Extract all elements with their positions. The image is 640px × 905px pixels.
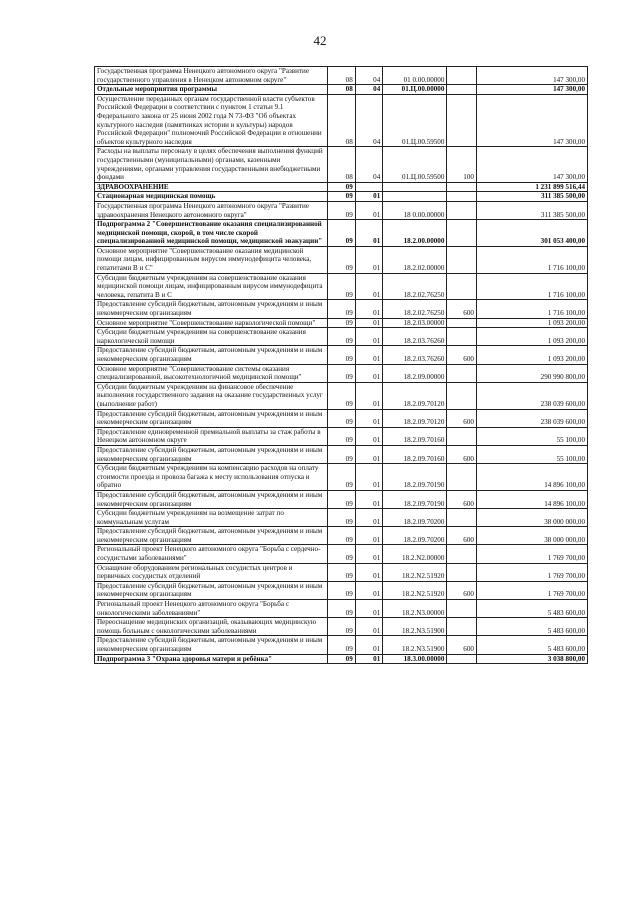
row-name-cell: Государственная программа Ненецкого автономного округа "Развитие государственного управления в Ненецком автономном округе" (95, 67, 328, 85)
row-name-cell: Региональный проект Ненецкого автономного округа "Борьба с сердечно-сосудистыми заболеваниями" (95, 545, 328, 563)
table-row (95, 527, 588, 545)
expense-type-cell: 600 (447, 300, 477, 318)
row-name-cell: Расходы на выплаты персоналу в целях обеспечения выполнения функций государственными (муниципальными) органами, казенными учреждениями, органами управления государственными внебюджетными фондами (95, 147, 328, 182)
section-code-cell: 09 (328, 427, 356, 445)
expense-type-cell: 600 (447, 581, 477, 599)
target-article-cell: 18.2.09.70160 (383, 427, 447, 445)
amount-cell: 5 483 600,00 (476, 618, 587, 636)
amount-cell: 147 300,00 (476, 85, 587, 95)
section-code-cell: 09 (328, 328, 356, 346)
expense-type-cell (447, 618, 477, 636)
table-row (95, 182, 588, 192)
target-article-cell: 18.2.09.70200 (383, 527, 447, 545)
table-row (95, 364, 588, 382)
subsection-code-cell: 04 (355, 67, 383, 85)
row-name-cell: Предоставление субсидий бюджетным, автономным учреждениям и иным некоммерческим организациям (95, 527, 328, 545)
row-name-cell: Основное мероприятие "Совершенствование оказания медицинской помощи лицам, инфицированным вирусом иммунодефицита человека, гепатитами В и С" (95, 246, 328, 273)
row-name-cell: Государственная программа Ненецкого автономного округа "Развитие здравоохранения Ненецкого автономного округа" (95, 201, 328, 219)
expense-type-cell: 600 (447, 527, 477, 545)
section-code-cell: 09 (328, 318, 356, 328)
expense-type-cell (447, 273, 477, 300)
target-article-cell (383, 192, 447, 202)
table-row (95, 654, 588, 664)
expense-type-cell (447, 509, 477, 527)
expense-type-cell (447, 328, 477, 346)
expense-type-cell (447, 192, 477, 202)
row-name-cell: Осуществление переданных органам государственной власти субъектов Российской Федерации в соответствии с пунктом 1 статьи 9.1 Федерального закона от 25 июня 2002 года N 73-ФЗ "Об объектах культурного наследия (памятниках истории и культуры) народов Российской Федерации" полномочий Российской Федерации в отношении объектов культурного наследия (95, 94, 328, 147)
section-code-cell: 09 (328, 600, 356, 618)
amount-cell: 1 769 700,00 (476, 545, 587, 563)
row-name-cell: Предоставление субсидий бюджетным, автономным учреждениям и иным некоммерческим организациям (95, 409, 328, 427)
table-row (95, 581, 588, 599)
section-code-cell: 09 (328, 364, 356, 382)
table-row (95, 246, 588, 273)
amount-cell: 38 000 000,00 (476, 527, 587, 545)
section-code-cell: 09 (328, 192, 356, 202)
target-article-cell: 18.2.N2.51920 (383, 581, 447, 599)
expense-type-cell: 100 (447, 147, 477, 182)
table-row (95, 147, 588, 182)
table-row (95, 409, 588, 427)
subsection-code-cell: 01 (355, 328, 383, 346)
subsection-code-cell: 01 (355, 273, 383, 300)
budget-table (94, 66, 588, 664)
row-name-cell: Субсидии бюджетным учреждениям на возмещение затрат по коммунальным услугам (95, 509, 328, 527)
table-row (95, 464, 588, 491)
amount-cell: 1 769 700,00 (476, 581, 587, 599)
target-article-cell: 18.3.00.00000 (383, 654, 447, 664)
section-code-cell: 09 (328, 527, 356, 545)
expense-type-cell (447, 201, 477, 219)
subsection-code-cell: 01 (355, 409, 383, 427)
table-row (95, 563, 588, 581)
row-name-cell: Основное мероприятие "Совершенствование системы оказания специализированной, высокотехнологичной медицинской помощи" (95, 364, 328, 382)
amount-cell: 238 039 600,00 (476, 409, 587, 427)
subsection-code-cell: 01 (355, 545, 383, 563)
target-article-cell: 18.2.N3.51900 (383, 636, 447, 654)
amount-cell: 1 093 200,00 (476, 328, 587, 346)
amount-cell: 290 990 800,00 (476, 364, 587, 382)
section-code-cell: 09 (328, 300, 356, 318)
subsection-code-cell: 01 (355, 636, 383, 654)
table-row (95, 94, 588, 147)
row-name-cell: Предоставление субсидий бюджетным, автономным учреждениям и иным некоммерческим организациям (95, 300, 328, 318)
row-name-cell: Подпрограмма 3 "Охрана здоровья матери и ребёнка" (95, 654, 328, 664)
target-article-cell: 18.2.09.70190 (383, 490, 447, 508)
amount-cell: 238 039 600,00 (476, 382, 587, 409)
expense-type-cell: 600 (447, 346, 477, 364)
section-code-cell: 09 (328, 273, 356, 300)
amount-cell: 301 053 400,00 (476, 220, 587, 247)
section-code-cell: 09 (328, 246, 356, 273)
subsection-code-cell: 01 (355, 464, 383, 491)
row-name-cell: Предоставление субсидий бюджетным, автономным учреждениям и иным некоммерческим организациям (95, 445, 328, 463)
table-row (95, 201, 588, 219)
target-article-cell: 18.2.N3.51900 (383, 618, 447, 636)
amount-cell: 5 483 600,00 (476, 600, 587, 618)
expense-type-cell (447, 220, 477, 247)
amount-cell: 1 093 200,00 (476, 346, 587, 364)
target-article-cell: 18.2.09.70190 (383, 464, 447, 491)
table-row (95, 85, 588, 95)
target-article-cell: 01.Ц.00.00000 (383, 85, 447, 95)
row-name-cell: Субсидии бюджетным учреждениям на совершенствование оказания наркологической помощи (95, 328, 328, 346)
table-row (95, 509, 588, 527)
row-name-cell: Стационарная медицинская помощь (95, 192, 328, 202)
subsection-code-cell: 01 (355, 445, 383, 463)
target-article-cell: 01.Ц.00.59500 (383, 147, 447, 182)
target-article-cell: 01.Ц.00.59500 (383, 94, 447, 147)
table-row (95, 328, 588, 346)
target-article-cell: 18.2.N3.00000 (383, 600, 447, 618)
amount-cell: 1 716 100,00 (476, 273, 587, 300)
table-row (95, 192, 588, 202)
amount-cell: 1 716 100,00 (476, 300, 587, 318)
expense-type-cell (447, 182, 477, 192)
table-row (95, 67, 588, 85)
expense-type-cell (447, 600, 477, 618)
row-name-cell: Предоставление единовременной премиальной выплаты за стаж работы в Ненецком автономном округе (95, 427, 328, 445)
target-article-cell: 18.2.02.76250 (383, 273, 447, 300)
table-row (95, 490, 588, 508)
amount-cell: 1 716 100,00 (476, 246, 587, 273)
section-code-cell: 09 (328, 382, 356, 409)
subsection-code-cell: 01 (355, 318, 383, 328)
expense-type-cell: 600 (447, 409, 477, 427)
target-article-cell: 01 0.00.00000 (383, 67, 447, 85)
table-row (95, 545, 588, 563)
section-code-cell: 09 (328, 220, 356, 247)
target-article-cell: 18.2.03.76260 (383, 346, 447, 364)
expense-type-cell: 600 (447, 636, 477, 654)
expense-type-cell (447, 85, 477, 95)
subsection-code-cell: 01 (355, 192, 383, 202)
table-row (95, 618, 588, 636)
table-row (95, 346, 588, 364)
subsection-code-cell: 01 (355, 364, 383, 382)
expense-type-cell (447, 318, 477, 328)
expense-type-cell (447, 94, 477, 147)
amount-cell: 3 038 800,00 (476, 654, 587, 664)
page-number: 42 (313, 33, 327, 48)
subsection-code-cell: 01 (355, 654, 383, 664)
section-code-cell: 09 (328, 581, 356, 599)
budget-table-body (95, 67, 588, 664)
subsection-code-cell: 04 (355, 94, 383, 147)
target-article-cell: 18.2.09.70120 (383, 382, 447, 409)
row-name-cell: Подпрограмма 2 "Совершенствование оказания специализированной медицинской помощи, скорой, в том числе скорой специализированной медицинской помощи, медицинской эвакуации" (95, 220, 328, 247)
expense-type-cell: 600 (447, 490, 477, 508)
section-code-cell: 09 (328, 346, 356, 364)
section-code-cell: 09 (328, 563, 356, 581)
target-article-cell: 18.2.00.00000 (383, 220, 447, 247)
section-code-cell: 09 (328, 409, 356, 427)
table-row (95, 300, 588, 318)
subsection-code-cell: 01 (355, 581, 383, 599)
amount-cell: 1 769 700,00 (476, 563, 587, 581)
target-article-cell: 18.2.02.00000 (383, 246, 447, 273)
row-name-cell: Предоставление субсидий бюджетным, автономным учреждениям и иным некоммерческим организациям (95, 581, 328, 599)
expense-type-cell (447, 67, 477, 85)
table-row (95, 382, 588, 409)
subsection-code-cell: 01 (355, 618, 383, 636)
row-name-cell: Переоснащение медицинских организаций, оказывающих медицинскую помощь больным с онкологическими заболеваниями (95, 618, 328, 636)
target-article-cell (383, 182, 447, 192)
target-article-cell: 18.2.N2.51920 (383, 563, 447, 581)
target-article-cell: 18.2.03.76260 (383, 328, 447, 346)
row-name-cell: Субсидии бюджетным учреждениям на компенсацию расходов на оплату стоимости проезда и провоза багажа к месту использования отпуска и обратно (95, 464, 328, 491)
subsection-code-cell: 01 (355, 427, 383, 445)
section-code-cell: 09 (328, 445, 356, 463)
subsection-code-cell (355, 182, 383, 192)
amount-cell: 1 231 899 516,44 (476, 182, 587, 192)
target-article-cell: 18.2.09.70120 (383, 409, 447, 427)
expense-type-cell (447, 464, 477, 491)
subsection-code-cell: 04 (355, 147, 383, 182)
amount-cell: 5 483 600,00 (476, 636, 587, 654)
amount-cell: 147 300,00 (476, 94, 587, 147)
subsection-code-cell: 01 (355, 346, 383, 364)
table-row (95, 427, 588, 445)
section-code-cell: 09 (328, 464, 356, 491)
subsection-code-cell: 01 (355, 600, 383, 618)
expense-type-cell (447, 427, 477, 445)
row-name-cell: Предоставление субсидий бюджетным, автономным учреждениям и иным некоммерческим организациям (95, 490, 328, 508)
amount-cell: 147 300,00 (476, 67, 587, 85)
subsection-code-cell: 01 (355, 246, 383, 273)
table-row (95, 273, 588, 300)
row-name-cell: Субсидии бюджетным учреждениям на финансовое обеспечение выполнения государственного задания на оказание государственных услуг (выполнение работ) (95, 382, 328, 409)
amount-cell: 311 385 500,00 (476, 192, 587, 202)
expense-type-cell: 600 (447, 445, 477, 463)
amount-cell: 14 896 100,00 (476, 464, 587, 491)
section-code-cell: 09 (328, 636, 356, 654)
row-name-cell: ЗДРАВООХРАНЕНИЕ (95, 182, 328, 192)
row-name-cell: Предоставление субсидий бюджетным, автономным учреждениям и иным некоммерческим организациям (95, 346, 328, 364)
section-code-cell: 08 (328, 85, 356, 95)
section-code-cell: 09 (328, 654, 356, 664)
amount-cell: 55 100,00 (476, 427, 587, 445)
subsection-code-cell: 01 (355, 220, 383, 247)
expense-type-cell (447, 654, 477, 664)
table-row (95, 445, 588, 463)
row-name-cell: Отдельные мероприятия программы (95, 85, 328, 95)
section-code-cell: 08 (328, 94, 356, 147)
subsection-code-cell: 01 (355, 300, 383, 318)
row-name-cell: Региональный проект Ненецкого автономного округа "Борьба с онкологическими заболеваниями" (95, 600, 328, 618)
amount-cell: 38 000 000,00 (476, 509, 587, 527)
subsection-code-cell: 01 (355, 490, 383, 508)
table-row (95, 318, 588, 328)
subsection-code-cell: 01 (355, 563, 383, 581)
amount-cell: 311 385 500,00 (476, 201, 587, 219)
expense-type-cell (447, 382, 477, 409)
expense-type-cell (447, 545, 477, 563)
target-article-cell: 18.2.09.70160 (383, 445, 447, 463)
row-name-cell: Предоставление субсидий бюджетным, автономным учреждениям и иным некоммерческим организациям (95, 636, 328, 654)
section-code-cell: 09 (328, 509, 356, 527)
section-code-cell: 09 (328, 490, 356, 508)
expense-type-cell (447, 246, 477, 273)
section-code-cell: 08 (328, 67, 356, 85)
row-name-cell: Субсидии бюджетным учреждениям на совершенствование оказания медицинской помощи лицам, инфицированным вирусом иммунодефицита человека, гепатита В и С (95, 273, 328, 300)
amount-cell: 55 100,00 (476, 445, 587, 463)
target-article-cell: 18.2.N2.00000 (383, 545, 447, 563)
amount-cell: 1 093 200,00 (476, 318, 587, 328)
subsection-code-cell: 01 (355, 201, 383, 219)
target-article-cell: 18.2.02.76250 (383, 300, 447, 318)
section-code-cell: 09 (328, 618, 356, 636)
section-code-cell: 09 (328, 201, 356, 219)
expense-type-cell (447, 364, 477, 382)
table-row (95, 636, 588, 654)
target-article-cell: 18.2.09.00000 (383, 364, 447, 382)
target-article-cell: 18.2.09.70200 (383, 509, 447, 527)
row-name-cell: Основное мероприятие "Совершенствование наркологической помощи" (95, 318, 328, 328)
subsection-code-cell: 01 (355, 527, 383, 545)
target-article-cell: 18.2.03.00000 (383, 318, 447, 328)
row-name-cell: Оснащение оборудованием региональных сосудистых центров и первичных сосудистых отделений (95, 563, 328, 581)
table-row (95, 600, 588, 618)
section-code-cell: 09 (328, 545, 356, 563)
section-code-cell: 09 (328, 182, 356, 192)
amount-cell: 14 896 100,00 (476, 490, 587, 508)
subsection-code-cell: 04 (355, 85, 383, 95)
subsection-code-cell: 01 (355, 382, 383, 409)
expense-type-cell (447, 563, 477, 581)
subsection-code-cell: 01 (355, 509, 383, 527)
section-code-cell: 08 (328, 147, 356, 182)
target-article-cell: 18 0.00.00000 (383, 201, 447, 219)
amount-cell: 147 300,00 (476, 147, 587, 182)
table-row (95, 220, 588, 247)
